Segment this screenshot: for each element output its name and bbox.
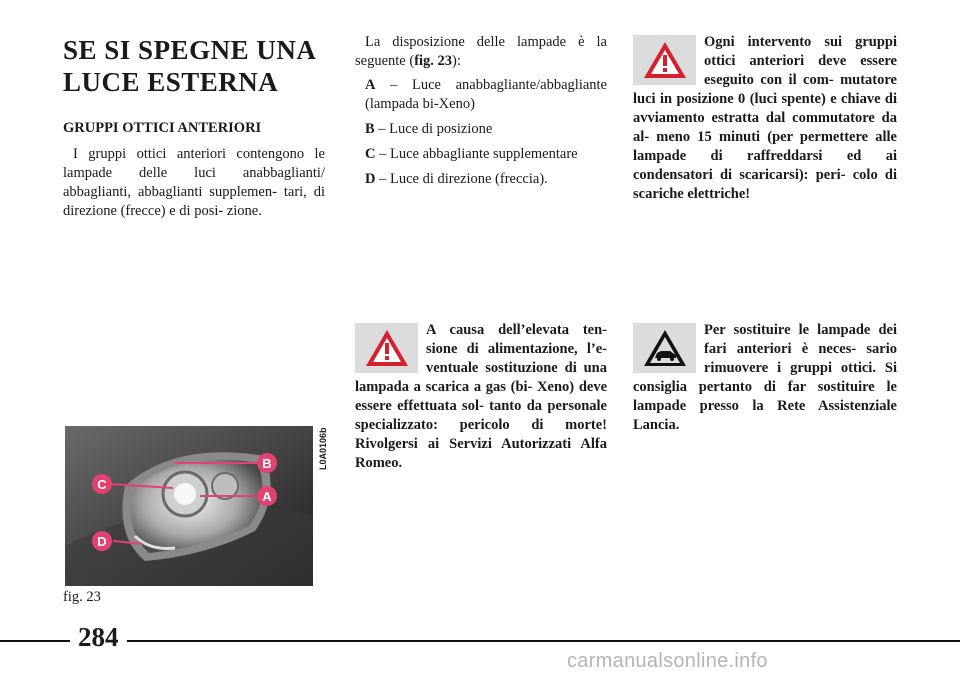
footer-rule: [0, 640, 960, 642]
figure-caption: fig. 23: [63, 589, 101, 605]
lamp-layout-intro: La disposizione delle lampade è la seguente (fig. 23):: [355, 34, 607, 69]
watermark: carmanualsonline.info: [567, 650, 768, 672]
lamp-item-a: A – Luce anabbagliante/abbagliante (lampada bi-Xeno): [365, 77, 607, 112]
lamp-item-d: D – Luce di direzione (freccia).: [365, 171, 548, 187]
headlight-figure: [65, 426, 313, 586]
warning-block-high-voltage: [355, 321, 607, 473]
figure-label-d: D: [97, 534, 107, 549]
figure-code: L0A0106b: [318, 427, 328, 470]
warning-triangle-icon: [633, 35, 696, 85]
car-service-icon: [633, 323, 696, 373]
warning-text: Ogni intervento sui gruppi ottici anteriori deve essere eseguito con il com- mutatore luci in posizione 0 (luci spente) e chiave di avviamento estratta dal commutatore da al- meno 15 minuti (per permettere alle lampade di raffreddarsi ed ai condensatori di scaricarsi): peri- colo di scariche elettriche!: [633, 34, 897, 202]
note-text: Per sostituire le lampade dei fari anteriori è neces- sario rimuovere i gruppi ottici. Si consiglia pertanto di far sostituire le lampade presso la Rete Assistenziale Lancia.: [633, 322, 897, 433]
lamp-layout-section: [355, 33, 607, 195]
warning-text: A causa dell’elevata ten- sione di alimentazione, l’e- ventuale sostituzione di una lampada a scarica a gas (bi- Xeno) deve essere effettuata sol- tanto da personale specializzato: pericolo di morte! Rivolgersi ai Servizi Autorizzati Alfa Romeo.: [355, 322, 607, 471]
figure-label-a: A: [262, 489, 272, 504]
figure-label-b: B: [262, 456, 272, 471]
figure-reference[interactable]: fig. 23: [414, 53, 453, 69]
lamp-item-b: B – Luce di posizione: [365, 121, 493, 137]
intro-paragraph: I gruppi ottici anteriori contengono le lampade delle luci anabbaglianti/ abbaglianti, abbaglianti supplemen- tari, di direzione (frecce) e di posi- zione.: [63, 146, 325, 219]
warning-triangle-icon: [355, 323, 418, 373]
lamp-item-c: C – Luce abbagliante supplementare: [365, 146, 578, 162]
note-block-replacement: [633, 321, 897, 435]
section-heading: GRUPPI OTTICI ANTERIORI: [63, 120, 262, 136]
warning-block-intervention: [633, 33, 897, 204]
page-title: SE SI SPEGNE UNA LUCE ESTERNA: [63, 35, 315, 97]
figure-label-c: C: [97, 477, 107, 492]
page-number: 284: [70, 622, 127, 653]
